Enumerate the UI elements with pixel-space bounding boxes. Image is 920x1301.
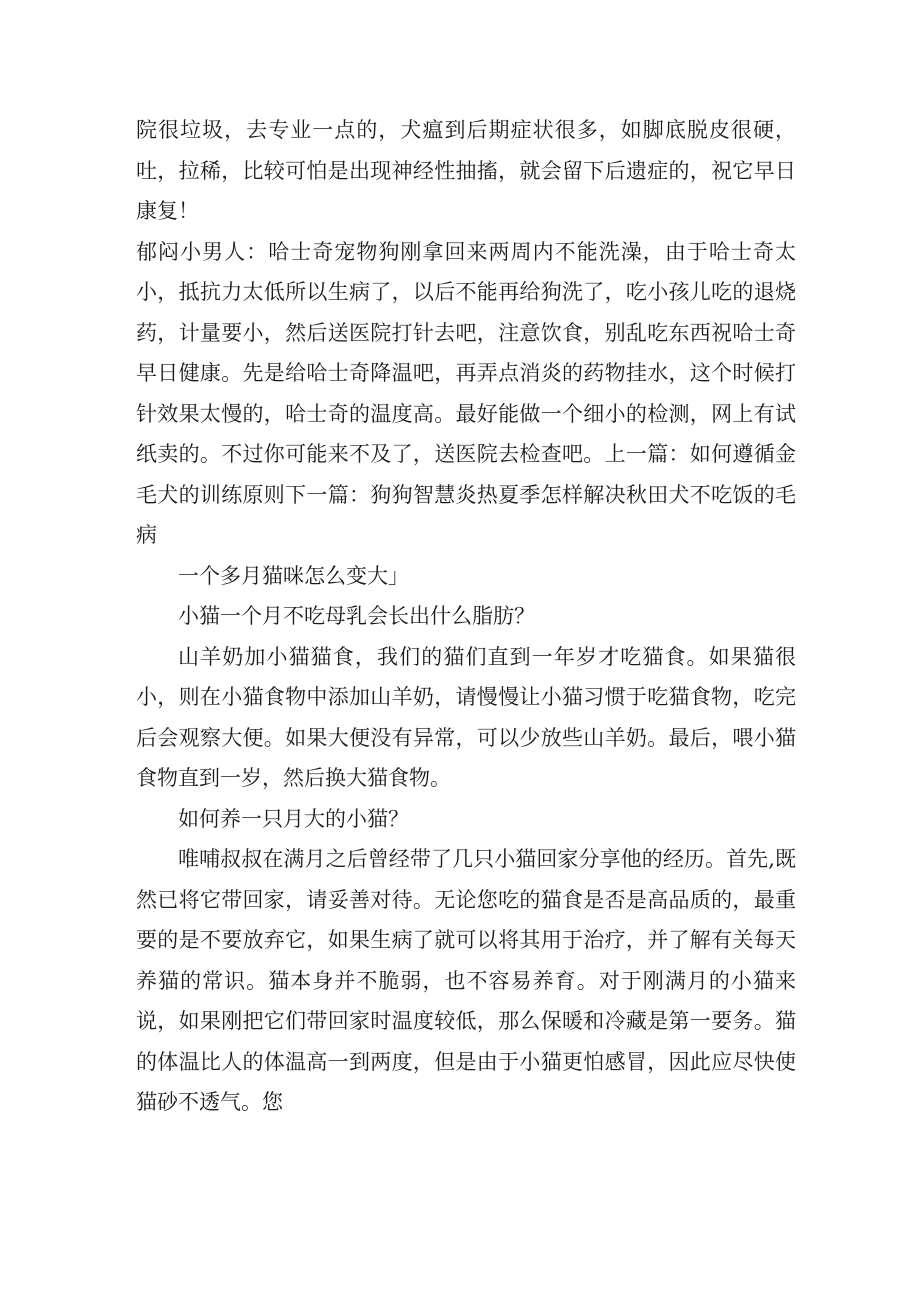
section-heading-kitten-growth: 一个多月猫咪怎么变大」: [178, 563, 409, 588]
question-heading-raise-kitten: 如何养一只月大的小猫？: [178, 806, 409, 831]
paragraph-raising-kitten: 唯哺叔叔在满月之后曾经带了几只小猫回家分享他的经历。首先,既然已将它带回家，请妥善对待。无论您吃的猫食是否是高品质的，最重要的是不要放弃它，如果生病了就可以将其用于治疗，并了解有关每天养猫的常识。猫本身并不脆弱，也不容易养育。对于刚满月的小猫来说，如果刚把它们带回家时温度较低，那么保暖和冷藏是第一要务。猫的体温比人的体温高一到两度，但是由于小猫更怕感冒，因此应尽快使猫砂不透气。您: [136, 847, 796, 1114]
question-heading-kitten-milk: 小猫一个月不吃母乳会长出什么脂肪？: [178, 604, 535, 628]
paragraph-husky-advice: 郁闷小男人：哈士奇宠物狗刚拿回来两周内不能洗澡，由于哈士奇太小，抵抗力太低所以生病了，以后不能再给狗洗了，吃小孩儿吃的退烧药，计量要小，然后送医院打针去吧，注意饮食，别乱吃东西祝哈士奇早日健康。先是给哈士奇降温吧，再弄点消炎的药物挂水，这个时候打针效果太慢的，哈士奇的温度高。最好能做一个细小的检测，网上有试纸卖的。不过你可能来不及了，送医院去检查吧。上一篇：如何遵循金毛犬的训练原则下一篇：狗狗智慧炎热夏季怎样解决秋田犬不吃饭的毛病: [136, 239, 796, 547]
document-body: [136, 110, 796, 1123]
paragraph-goat-milk: 山羊奶加小猫猫食，我们的猫们直到一年岁才吃猫食。如果猫很小，则在小猫食物中添加山羊奶，请慢慢让小猫习惯于吃猫食物，吃完后会观察大便。如果大便没有异常，可以少放些山羊奶。最后，喂小猫食物直到一岁，然后换大猫食物。: [136, 644, 796, 790]
paragraph-continuation: 院很垃圾，去专业一点的，犬瘟到后期症状很多，如脚底脱皮很硬，吐，拉稀，比较可怕是出现神经性抽搐，就会留下后遗症的，祝它早日康复！: [136, 118, 796, 223]
